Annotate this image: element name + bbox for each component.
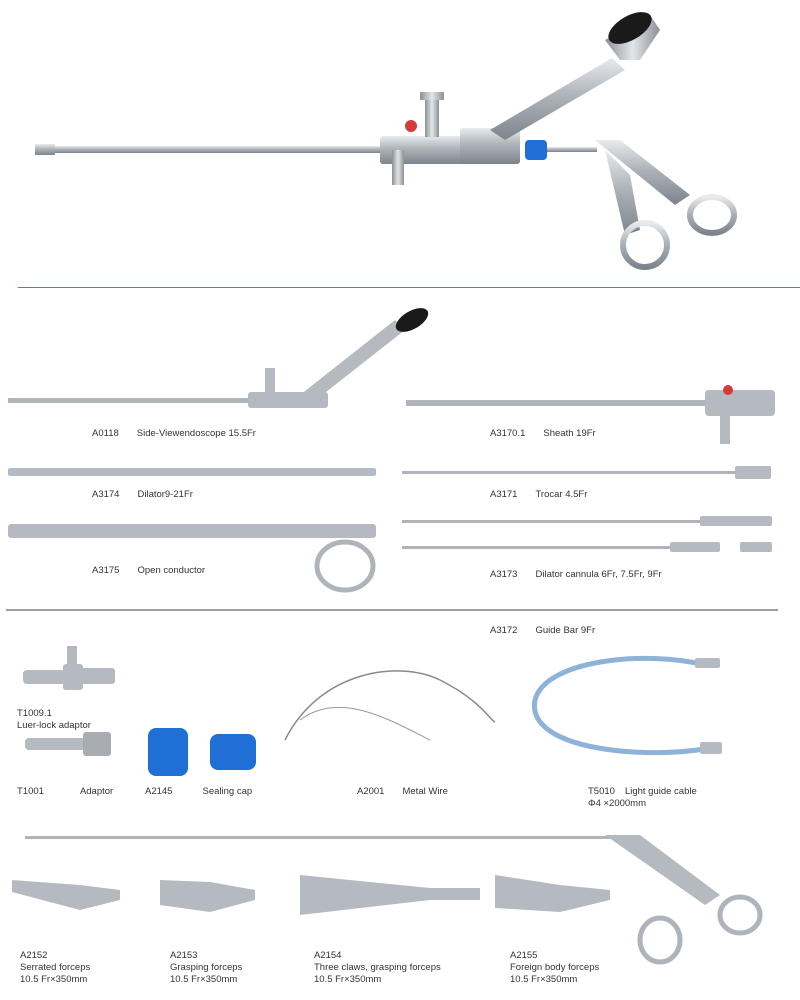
item-name: Sheath 19Fr (543, 428, 596, 439)
item-name: Three claws, grasping forceps (314, 962, 441, 973)
label-t1001 (17, 786, 113, 798)
item-code: A3174 (92, 489, 120, 500)
side-view-endoscope-image (0, 300, 400, 420)
section-divider (18, 287, 800, 288)
item-code: A2153 (170, 950, 198, 961)
item-name: Serrated forceps (20, 962, 91, 973)
label-a2152 (20, 950, 90, 986)
item-name: Adaptor (79, 786, 114, 797)
item-name: Sealing cap (202, 786, 253, 797)
item-name: Guide Bar 9Fr (535, 625, 596, 636)
assembled-endoscope-image (0, 0, 800, 290)
sheath-image (400, 370, 800, 450)
item-name: Metal Wire (402, 786, 448, 797)
forceps-assembly-image (0, 830, 800, 970)
guide-bar-image (0, 607, 800, 613)
item-name: Side-Viewendoscope 15.5Fr (136, 428, 256, 439)
item-code: A2001 (357, 786, 385, 797)
item-name: Trocar 4.5Fr (535, 489, 588, 500)
item-code: T5010 (588, 786, 615, 797)
dilator-cannula-image (400, 512, 800, 557)
item-name: Grasping forceps (170, 962, 243, 973)
item-code: A2154 (314, 950, 342, 961)
item-name: Foreign body forceps (510, 962, 600, 973)
item-code: T1001 (17, 786, 44, 797)
item-code: T1009.1 (17, 708, 52, 719)
label-a3173 (490, 569, 662, 581)
label-a3172 (490, 625, 595, 637)
sealing-cap-image (140, 722, 270, 782)
dilator-image (0, 464, 380, 480)
trocar-image (400, 462, 800, 482)
item-code: A3175 (92, 565, 120, 576)
item-spec: 10.5 Fr×350mm (314, 974, 382, 985)
item-code: A2145 (145, 786, 173, 797)
label-a2153 (170, 950, 242, 986)
luer-lock-adaptor-image (15, 640, 120, 705)
label-a2145 (145, 786, 252, 798)
item-spec: 10.5 Fr×350mm (170, 974, 238, 985)
item-name: Dilator9-21Fr (137, 489, 193, 500)
open-conductor-image (0, 520, 380, 595)
item-spec: 10.5 Fr×350mm (510, 974, 578, 985)
label-a3174 (92, 489, 193, 501)
item-code: A3173 (490, 569, 518, 580)
item-code: A0118 (92, 428, 119, 439)
item-name: Light guide cable (624, 786, 697, 797)
metal-wire-image (280, 660, 500, 780)
item-code: A2155 (510, 950, 538, 961)
label-a2001 (357, 786, 448, 798)
label-a3171 (490, 489, 587, 501)
label-t5010 (588, 786, 697, 810)
light-guide-cable-image (525, 650, 725, 780)
label-t1009-1 (17, 708, 91, 732)
item-name: Open conductor (137, 565, 206, 576)
label-a2155 (510, 950, 599, 986)
label-a3175 (92, 565, 205, 577)
item-name: Luer-lock adaptor (17, 720, 91, 731)
item-name: Dilator cannula 6Fr, 7.5Fr, 9Fr (535, 569, 662, 580)
label-a0118 (92, 428, 256, 440)
item-spec: 10.5 Fr×350mm (20, 974, 88, 985)
item-code: A3171 (490, 489, 518, 500)
label-a2154 (314, 950, 441, 986)
label-a3170-1 (490, 428, 596, 440)
item-spec: Φ4 ×2000mm (588, 798, 647, 809)
item-code: A3172 (490, 625, 518, 636)
item-code: A3170.1 (490, 428, 526, 439)
item-code: A2152 (20, 950, 48, 961)
